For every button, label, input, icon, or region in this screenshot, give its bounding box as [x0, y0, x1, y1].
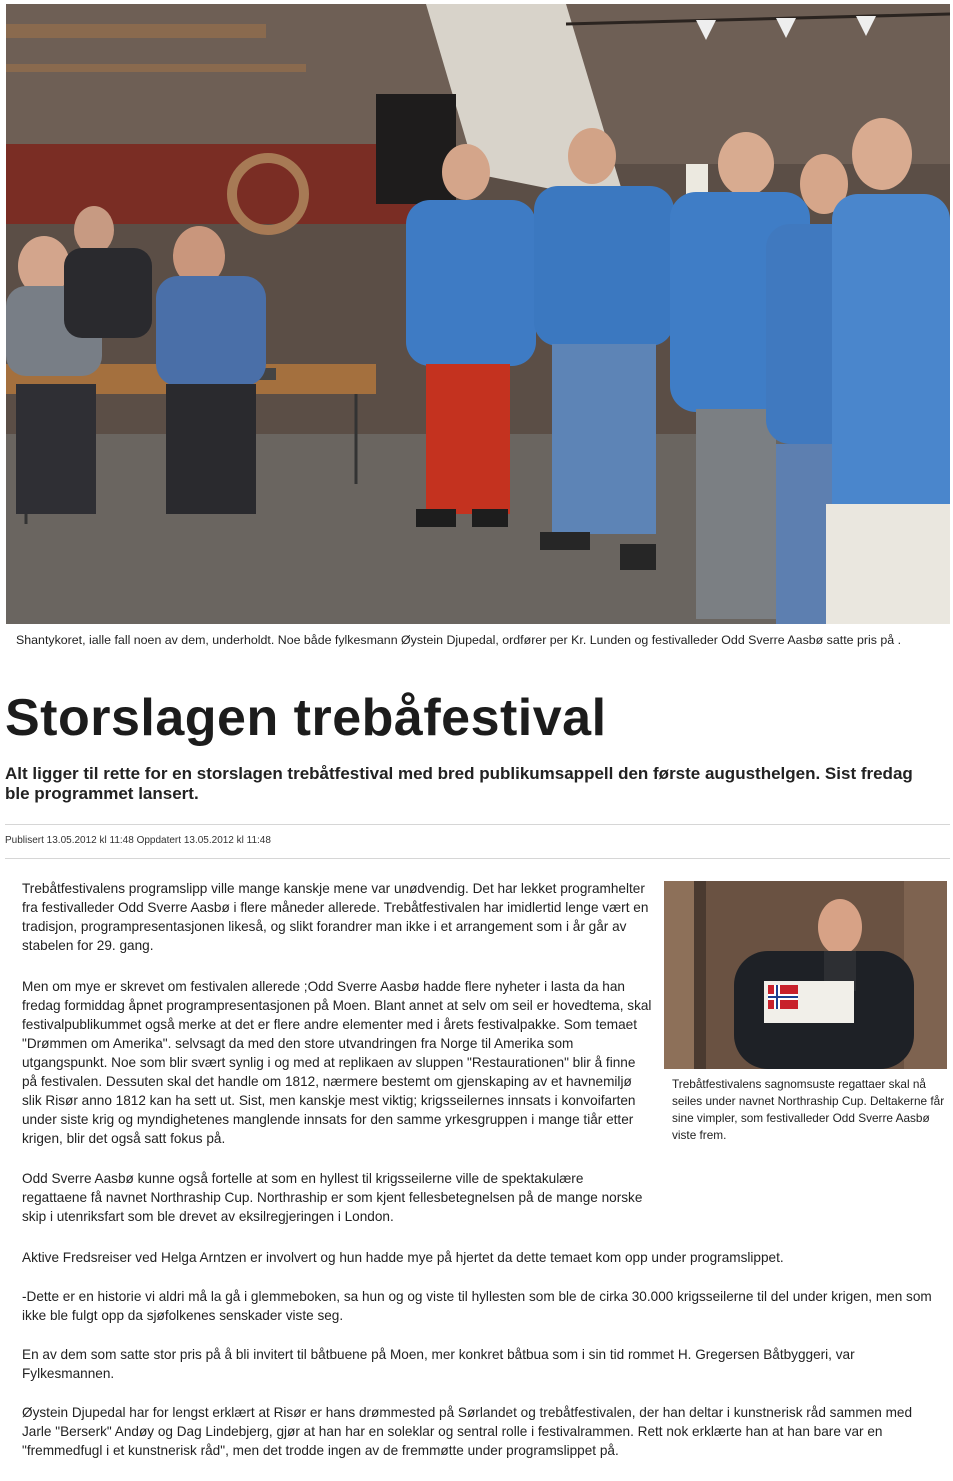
article-paragraph: Aktive Fredsreiser ved Helga Arntzen er involvert og hun hadde mye på hjertet da dette temaet kom opp under programslippet. [22, 1250, 784, 1265]
article-paragraph: Øystein Djupedal har for lengst erklært at Risør er hans drømmested på Sørlandet og trebåtfestivalen, der han deltar i kunstnerisk råd sammen med Jarle "Berserk" Andøy og Dag Lindebjerg, gjør at han har en soleklar og sentral rolle i festivalrammen. Rett nok erklærte han at han bare var en "fremmedfugl i et kunstnerisk råd", men det trodde ingen av de fremmøtte under programslippet på. [22, 1405, 913, 1458]
main-photo [6, 4, 950, 624]
side-photo-illustration [664, 881, 947, 1069]
article-lead: Alt ligger til rette for en storslagen trebåtfestival med bred publikumsappell den første augusthelgen. Sist fredag ble programmet lansert. [5, 764, 913, 803]
main-photo-caption: Shantykoret, ialle fall noen av dem, underholdt. Noe både fylkesmann Øystein Djupedal, ordfører per Kr. Lunden og festivalleder Odd Sverre Aasbø satte pris på . [16, 633, 902, 647]
article-paragraph: -Dette er en historie vi aldri må la gå i glemmeboken, sa hun og og viste til hyllesten som ble de cirka 30.000 krigsseilerne til del under krigen, men som ikke ble fulgt opp da sjøfolkenes senskader viste seg. [22, 1289, 932, 1323]
divider-top [5, 824, 950, 825]
article-headline: Storslagen trebåfestival [5, 689, 607, 747]
article-paragraph: En av dem som satte stor pris på å bli invitert til båtbuene på Moen, mer konkret båtbua som i sin tid rommet H. Gregersen Båtbyggeri, var Fylkesmannen. [22, 1347, 855, 1381]
main-photo-illustration [6, 4, 950, 624]
article-paragraph: Trebåtfestivalens programslipp ville mange kanskje mene var unødvendig. Det har lekket programhelter fra festivalleder Odd Sverre Aasbø i flere måneder allerede. Trebåtfestivalen har imidlertid lenge vært en tradisjon, programpresentasjonen likeså, og slikt forandrer man ikke i et arrangement som i år går av stabelen for 29. gang. [22, 881, 649, 953]
article-paragraph: Odd Sverre Aasbø kunne også fortelle at som en hyllest til krigsseilerne ville de spektakulære regattaene få navnet Northraship Cup. Northraship er som kjent fellesbetegnelsen på de mange norske skip i utenriksfart som ble drevet av eksilregjeringen i London. [22, 1171, 643, 1224]
publish-meta: Publisert 13.05.2012 kl 11:48 Oppdatert 13.05.2012 kl 11:48 [5, 835, 271, 846]
divider-bottom [5, 858, 950, 859]
article-paragraph: Men om mye er skrevet om festivalen allerede ;Odd Sverre Aasbø hadde flere nyheter i lasta da han fredag formiddag åpnet programpresentasjonen på Moen. Blant annet at selv om seil er hovedtema, skal festivalpublikummet også merke at det er flere andre elementer med i årets festivalpakke. Som temaet "Drømmen om Amerika". selvsagt da med den store utvandringen fra Norge til Amerika som utgangspunkt. Noe som blir svært synlig i og med at replikaen av sluppen "Restaurationen" blir å finne på festivalen. Dessuten skal det handle om 1812, nærmere bestemt om gjenskaping av et havnemiljø slik Risør anno 1812 kan ha sett ut. Sist, men kanskje mest viktig; krigsseilernes innsats i konvoifarten under siste krig og myndighetenes manglende innsats for den samme yrkesgruppen i mange tiår etter krigen, blir det også satt fokus på. [22, 979, 652, 1146]
side-photo-caption: Trebåtfestivalens sagnomsuste regattaer skal nå seiles under navnet Northraship Cup. Deltakerne får sine vimpler, som festivalleder Odd Sverre Aasbø viste frem. [672, 1077, 945, 1142]
side-photo [664, 881, 947, 1069]
